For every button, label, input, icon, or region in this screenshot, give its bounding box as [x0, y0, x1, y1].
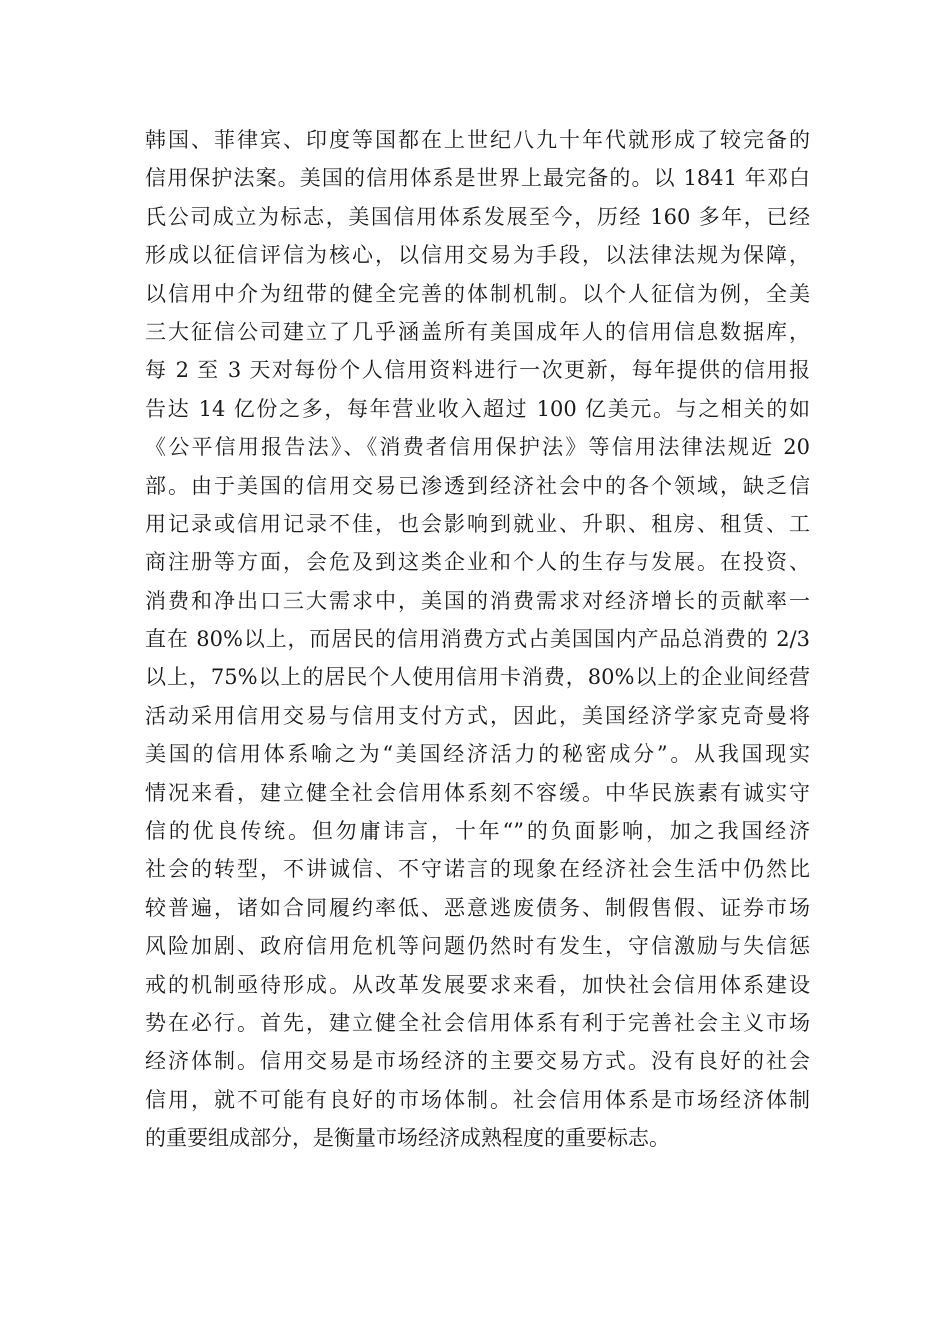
- text-line-17: 美国的信用体系喻之为“美国经济活力的秘密成分”。从我国现实: [145, 742, 810, 767]
- text-line-23: 戒的机制亟待形成。从改革发展要求来看，加快社会信用体系建设: [145, 972, 810, 997]
- text-line-20: 社会的转型，不讲诚信、不守诺言的现象在经济社会生活中仍然比: [145, 857, 810, 882]
- text-line-5: 以信用中介为纽带的健全完善的体制机制。以个人征信为例，全美: [145, 281, 810, 306]
- text-line-9: 《公平信用报告法》、《消费者信用保护法》等信用法律法规近 20: [145, 435, 810, 460]
- text-line-14: 直在 80%以上，而居民的信用消费方式占美国国内产品总消费的 2/3: [145, 627, 810, 652]
- text-line-19: 信的优良传统。但勿庸讳言，十年“”的负面影响，加之我国经济: [145, 819, 810, 844]
- text-line-3: 氏公司成立为标志，美国信用体系发展至今，历经 160 多年，已经: [145, 204, 810, 229]
- text-line-25: 经济体制。信用交易是市场经济的主要交易方式。没有良好的社会: [145, 1049, 810, 1074]
- text-line-22: 风险加剧、政府信用危机等问题仍然时有发生，守信激励与失信惩: [145, 934, 810, 959]
- text-line-16: 活动采用信用交易与信用支付方式，因此，美国经济学家克奇曼将: [145, 703, 810, 728]
- text-line-7: 每 2 至 3 天对每份个人信用资料进行一次更新，每年提供的信用报: [145, 358, 810, 383]
- text-line-6: 三大征信公司建立了几乎涵盖所有美国成年人的信用信息数据库，: [145, 319, 810, 344]
- text-line-26: 信用，就不可能有良好的市场体制。社会信用体系是市场经济体制: [145, 1087, 810, 1112]
- text-line-12: 商注册等方面，会危及到这类企业和个人的生存与发展。在投资、: [145, 550, 810, 575]
- text-line-8: 告达 14 亿份之多，每年营业收入超过 100 亿美元。与之相关的如: [145, 396, 810, 421]
- text-line-27: 的重要组成部分，是衡量市场经济成熟程度的重要标志。: [145, 1126, 670, 1151]
- text-line-15: 以上，75%以上的居民个人使用信用卡消费，80%以上的企业间经营: [145, 665, 810, 690]
- text-line-21: 较普遍，诸如合同履约率低、恶意逃废债务、制假售假、证券市场: [145, 895, 810, 920]
- body-paragraph: [145, 121, 810, 1158]
- text-line-13: 消费和净出口三大需求中，美国的消费需求对经济增长的贡献率一: [145, 588, 810, 613]
- text-line-18: 情况来看，建立健全社会信用体系刻不容缓。中华民族素有诚实守: [145, 780, 810, 805]
- text-line-24: 势在必行。首先，建立健全社会信用体系有利于完善社会主义市场: [145, 1010, 810, 1035]
- text-line-10: 部。由于美国的信用交易已渗透到经济社会中的各个领域，缺乏信: [145, 473, 810, 498]
- text-line-11: 用记录或信用记录不佳，也会影响到就业、升职、租房、租赁、工: [145, 511, 810, 536]
- text-line-2: 信用保护法案。美国的信用体系是世界上最完备的。以 1841 年邓白: [145, 166, 810, 191]
- text-line-1: 韩国、菲律宾、印度等国都在上世纪八九十年代就形成了较完备的: [145, 128, 810, 152]
- text-line-4: 形成以征信评信为核心，以信用交易为手段，以法律法规为保障，: [145, 243, 810, 268]
